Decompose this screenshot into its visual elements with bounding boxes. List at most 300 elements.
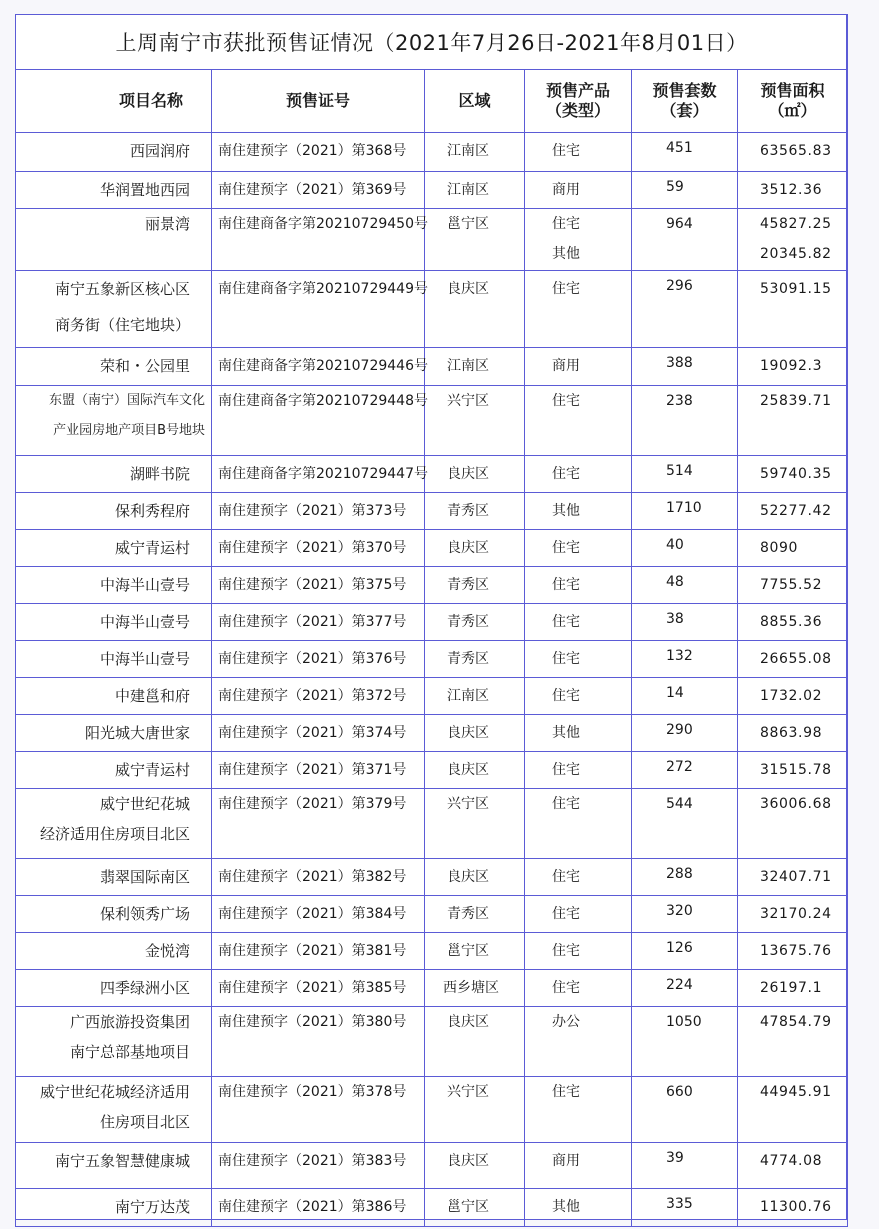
area-cell — [738, 970, 848, 1007]
project-name-cell — [16, 859, 212, 896]
district-cell — [425, 789, 525, 859]
table-row — [16, 715, 848, 752]
district-cell — [425, 715, 525, 752]
header-row — [16, 70, 848, 133]
header-product-type-line1: 预售产品 — [545, 81, 610, 100]
header-product-type-line2: （类型） — [545, 101, 610, 120]
unit-count-text: 14 — [666, 685, 684, 701]
unit-count-text: 48 — [666, 574, 684, 590]
district-text: 青秀区 — [447, 906, 489, 922]
header-unit-count-line2: （套） — [660, 101, 709, 120]
project-name-cell-line: 商务街（住宅地块） — [54, 316, 190, 334]
presale-table — [15, 14, 848, 1227]
product-type-cell-line: 住宅 — [552, 1084, 580, 1100]
district-text: 青秀区 — [447, 651, 489, 667]
district-cell — [425, 1077, 525, 1143]
header-area-line2: （㎡） — [768, 101, 817, 120]
area-cell — [738, 271, 848, 348]
unit-count-text: 288 — [666, 866, 693, 882]
area-cell-line: 4774.08 — [760, 1153, 823, 1169]
project-name-cell-line: 中海半山壹号 — [99, 650, 190, 668]
unit-count-text: 660 — [666, 1084, 693, 1100]
presale-cert-cell — [212, 678, 425, 715]
unit-count-text: 451 — [666, 140, 693, 156]
product-type-cell-line: 住宅 — [552, 393, 580, 409]
project-name-cell — [16, 970, 212, 1007]
product-type-cell — [525, 896, 632, 933]
table-row — [16, 493, 848, 530]
area-cell — [738, 896, 848, 933]
area-cell-line: 7755.52 — [760, 577, 823, 593]
product-type-cell-line: 住宅 — [552, 216, 580, 232]
product-type-cell-line: 住宅 — [552, 869, 580, 885]
product-type-cell-line: 住宅 — [552, 980, 580, 996]
unit-count-text: 1050 — [666, 1014, 702, 1030]
district-text: 良庆区 — [447, 762, 489, 778]
area-cell-line: 32170.24 — [760, 906, 832, 922]
product-type-cell-line: 商用 — [552, 182, 580, 198]
header-product-type — [525, 70, 632, 133]
area-cell — [738, 859, 848, 896]
unit-count-cell — [632, 752, 738, 789]
product-type-cell-line: 住宅 — [552, 577, 580, 593]
presale-cert-cell — [212, 896, 425, 933]
presale-cert-text: 南住建预字（2021）第381号 — [218, 943, 407, 959]
presale-cert-cell — [212, 493, 425, 530]
unit-count-cell — [632, 386, 738, 456]
unit-count-text: 238 — [666, 393, 693, 409]
district-text: 兴宁区 — [447, 393, 489, 409]
project-name-cell — [16, 567, 212, 604]
district-text: 青秀区 — [447, 614, 489, 630]
product-type-cell-line: 住宅 — [552, 651, 580, 667]
unit-count-text: 39 — [666, 1150, 684, 1166]
district-cell — [425, 752, 525, 789]
project-name-cell-line: 南宁五象新区核心区 — [54, 280, 190, 298]
area-cell-line: 59740.35 — [760, 466, 832, 482]
presale-cert-cell — [212, 386, 428, 456]
project-name-cell — [16, 1077, 212, 1143]
table-row — [16, 678, 848, 715]
project-name-cell — [16, 789, 212, 859]
product-type-cell-line: 住宅 — [552, 466, 580, 482]
header-presale-cert: 预售证号 — [212, 70, 425, 133]
product-type-cell — [525, 1007, 632, 1077]
product-type-cell — [525, 567, 632, 604]
project-name-cell — [16, 209, 212, 271]
district-text: 良庆区 — [447, 725, 489, 741]
unit-count-cell — [632, 172, 738, 209]
project-name-cell — [16, 493, 212, 530]
district-text: 青秀区 — [447, 577, 489, 593]
unit-count-text: 126 — [666, 940, 693, 956]
project-name-cell-line: 中海半山壹号 — [99, 613, 190, 631]
area-cell — [738, 715, 848, 752]
product-type-cell — [525, 530, 632, 567]
district-cell — [425, 641, 525, 678]
area-cell-line: 32407.71 — [760, 869, 832, 885]
presale-cert-cell — [212, 641, 425, 678]
district-text: 江南区 — [447, 182, 489, 198]
district-cell — [425, 896, 525, 933]
district-cell — [425, 530, 525, 567]
unit-count-cell — [632, 789, 738, 859]
project-name-cell — [16, 933, 212, 970]
unit-count-cell — [632, 1143, 738, 1189]
product-type-cell-line: 其他 — [552, 503, 580, 519]
project-name-cell — [16, 1007, 212, 1077]
area-cell-line: 26197.1 — [760, 980, 823, 996]
table-row — [16, 271, 848, 348]
product-type-cell-line: 其他 — [552, 246, 580, 262]
area-cell-line: 13675.76 — [760, 943, 832, 959]
presale-cert-cell — [212, 933, 425, 970]
project-name-cell — [16, 715, 212, 752]
table-row — [16, 1077, 848, 1143]
presale-cert-cell — [212, 567, 425, 604]
area-cell — [738, 789, 848, 859]
area-cell — [738, 386, 848, 456]
unit-count-cell — [632, 133, 738, 172]
unit-count-cell — [632, 456, 738, 493]
presale-cert-text: 南住建商备字第20210729448号 — [218, 393, 428, 409]
unit-count-text: 40 — [666, 537, 684, 553]
product-type-cell — [525, 456, 632, 493]
project-name-cell-line: 保利领秀广场 — [99, 905, 190, 923]
project-name-cell-line: 阳光城大唐世家 — [84, 724, 190, 742]
project-name-cell-line: 东盟（南宁）国际汽车文化 — [48, 393, 205, 408]
project-name-cell-line: 经济适用住房项目北区 — [39, 825, 190, 843]
product-type-cell-line: 其他 — [552, 1199, 580, 1215]
presale-cert-text: 南住建预字（2021）第385号 — [218, 980, 407, 996]
presale-cert-cell — [212, 1077, 425, 1143]
district-text: 良庆区 — [447, 281, 489, 297]
project-name-cell — [16, 530, 212, 567]
product-type-cell — [525, 789, 632, 859]
area-cell-line: 26655.08 — [760, 651, 832, 667]
product-type-cell-line: 住宅 — [552, 688, 580, 704]
presale-cert-cell — [212, 715, 425, 752]
product-type-cell — [525, 348, 632, 386]
table-row — [16, 970, 848, 1007]
area-cell-line: 25839.71 — [760, 393, 832, 409]
project-name-cell-line: 湖畔书院 — [129, 465, 190, 483]
district-text: 西乡塘区 — [443, 980, 499, 996]
area-cell-line: 20345.82 — [760, 246, 832, 262]
area-cell-line: 3512.36 — [760, 182, 823, 198]
table-row — [16, 530, 848, 567]
presale-cert-text: 南住建预字（2021）第368号 — [218, 143, 407, 159]
district-cell — [425, 604, 525, 641]
presale-cert-text: 南住建预字（2021）第377号 — [218, 614, 407, 630]
presale-cert-cell — [212, 604, 425, 641]
project-name-cell-line: 南宁总部基地项目 — [69, 1043, 190, 1061]
unit-count-cell — [632, 271, 738, 348]
project-name-cell — [16, 456, 212, 493]
project-name-cell — [16, 896, 212, 933]
project-name-cell-line: 西园润府 — [129, 142, 190, 160]
unit-count-text: 335 — [666, 1196, 693, 1212]
project-name-cell-line: 中建邕和府 — [114, 687, 190, 705]
project-name-cell — [16, 1143, 212, 1189]
product-type-cell-line: 商用 — [552, 358, 580, 374]
product-type-cell-line: 住宅 — [552, 614, 580, 630]
header-unit-count-line1: 预售套数 — [652, 81, 717, 100]
product-type-cell-line: 住宅 — [552, 906, 580, 922]
table-row — [16, 752, 848, 789]
project-name-cell-line: 南宁五象智慧健康城 — [54, 1152, 190, 1170]
unit-count-cell — [632, 493, 738, 530]
header-area — [738, 70, 848, 133]
project-name-cell — [16, 1189, 212, 1227]
presale-cert-cell — [212, 1189, 425, 1227]
district-cell — [425, 348, 525, 386]
district-text: 江南区 — [447, 143, 489, 159]
district-cell — [425, 456, 525, 493]
project-name-cell — [16, 271, 212, 348]
presale-cert-text: 南住建商备字第20210729449号 — [218, 281, 428, 297]
presale-cert-cell — [212, 859, 425, 896]
product-type-cell — [525, 209, 632, 271]
table-row — [16, 386, 848, 456]
presale-cert-text: 南住建预字（2021）第386号 — [218, 1199, 407, 1215]
product-type-cell-line: 办公 — [552, 1014, 580, 1030]
table-row — [16, 933, 848, 970]
district-cell — [425, 133, 525, 172]
product-type-cell-line: 商用 — [552, 1153, 580, 1169]
district-cell — [425, 859, 525, 896]
district-cell — [425, 172, 525, 209]
header-unit-count — [632, 70, 738, 133]
unit-count-text: 544 — [666, 796, 693, 812]
district-cell — [425, 271, 525, 348]
header-project-name: 项目名称 — [16, 70, 212, 133]
header-district: 区域 — [425, 70, 525, 133]
project-name-cell-line: 威宁青运村 — [114, 539, 190, 557]
table-row — [16, 789, 848, 859]
product-type-cell — [525, 271, 632, 348]
presale-cert-cell — [212, 789, 425, 859]
project-name-cell — [16, 678, 212, 715]
table-row — [16, 1007, 848, 1077]
area-cell — [738, 209, 848, 271]
product-type-cell — [525, 1189, 632, 1227]
product-type-cell — [525, 1143, 632, 1189]
presale-cert-text: 南住建预字（2021）第374号 — [218, 725, 407, 741]
unit-count-cell — [632, 933, 738, 970]
unit-count-text: 132 — [666, 648, 693, 664]
product-type-cell-line: 其他 — [552, 725, 580, 741]
presale-cert-text: 南住建预字（2021）第383号 — [218, 1153, 407, 1169]
unit-count-cell — [632, 348, 738, 386]
area-cell-line: 1732.02 — [760, 688, 823, 704]
project-name-cell-line: 威宁青运村 — [114, 761, 190, 779]
district-cell — [425, 209, 525, 271]
presale-cert-text: 南住建商备字第20210729446号 — [218, 358, 428, 374]
district-text: 良庆区 — [447, 540, 489, 556]
district-cell — [425, 678, 525, 715]
presale-cert-cell — [212, 172, 425, 209]
presale-cert-text: 南住建预字（2021）第373号 — [218, 503, 407, 519]
project-name-cell-line: 威宁世纪花城经济适用 — [39, 1083, 190, 1101]
product-type-cell — [525, 604, 632, 641]
project-name-cell-line: 保利秀程府 — [114, 502, 190, 520]
district-text: 兴宁区 — [447, 1084, 489, 1100]
product-type-cell — [525, 641, 632, 678]
project-name-cell-line: 威宁世纪花城 — [99, 795, 190, 813]
presale-cert-text: 南住建预字（2021）第378号 — [218, 1084, 407, 1100]
unit-count-cell — [632, 678, 738, 715]
district-cell — [425, 1189, 525, 1227]
district-text: 邕宁区 — [447, 943, 489, 959]
unit-count-cell — [632, 1077, 738, 1143]
area-cell — [738, 752, 848, 789]
unit-count-cell — [632, 209, 738, 271]
area-cell — [738, 133, 848, 172]
area-cell — [738, 933, 848, 970]
unit-count-text: 290 — [666, 722, 693, 738]
product-type-cell — [525, 933, 632, 970]
product-type-cell — [525, 172, 632, 209]
unit-count-cell — [632, 859, 738, 896]
presale-cert-cell — [212, 530, 425, 567]
presale-cert-text: 南住建商备字第20210729450号 — [218, 216, 428, 232]
area-cell-line: 31515.78 — [760, 762, 832, 778]
table-row — [16, 209, 848, 271]
table-title: 上周南宁市获批预售证情况（2021年7月26日-2021年8月01日） — [16, 15, 848, 70]
unit-count-text: 964 — [666, 216, 693, 232]
table-row — [16, 348, 848, 386]
project-name-cell — [16, 752, 212, 789]
presale-cert-cell — [212, 456, 428, 493]
project-name-cell — [16, 386, 212, 456]
product-type-cell — [525, 715, 632, 752]
unit-count-cell — [632, 970, 738, 1007]
district-text: 良庆区 — [447, 869, 489, 885]
project-name-cell-line: 中海半山壹号 — [99, 576, 190, 594]
product-type-cell — [525, 752, 632, 789]
project-name-cell-line: 产业园房地产项目B号地块 — [53, 423, 205, 438]
area-cell-line: 44945.91 — [760, 1084, 832, 1100]
district-cell — [425, 567, 525, 604]
project-name-cell-line: 金悦湾 — [144, 942, 190, 960]
product-type-cell-line: 住宅 — [552, 943, 580, 959]
presale-cert-text: 南住建预字（2021）第384号 — [218, 906, 407, 922]
presale-cert-text: 南住建预字（2021）第379号 — [218, 796, 407, 812]
table-row — [16, 1189, 848, 1227]
product-type-cell — [525, 493, 632, 530]
unit-count-text: 296 — [666, 278, 693, 294]
presale-cert-text: 南住建预字（2021）第370号 — [218, 540, 407, 556]
project-name-cell-line: 四季绿洲小区 — [99, 979, 190, 997]
presale-cert-text: 南住建预字（2021）第382号 — [218, 869, 407, 885]
product-type-cell-line: 住宅 — [552, 796, 580, 812]
area-cell — [738, 678, 848, 715]
product-type-cell — [525, 386, 632, 456]
district-text: 良庆区 — [447, 1153, 489, 1169]
unit-count-cell — [632, 1007, 738, 1077]
unit-count-cell — [632, 1189, 738, 1227]
presale-cert-text: 南住建商备字第20210729447号 — [218, 466, 428, 482]
project-name-cell-line: 华润置地西园 — [99, 181, 190, 199]
unit-count-text: 514 — [666, 463, 693, 479]
area-cell-line: 47854.79 — [760, 1014, 832, 1030]
area-cell-line: 8863.98 — [760, 725, 823, 741]
product-type-cell — [525, 970, 632, 1007]
table-row — [16, 456, 848, 493]
area-cell — [738, 493, 848, 530]
table-row — [16, 172, 848, 209]
product-type-cell — [525, 678, 632, 715]
presale-cert-cell — [212, 271, 428, 348]
area-cell-line: 8090 — [760, 540, 799, 556]
unit-count-text: 224 — [666, 977, 693, 993]
district-text: 江南区 — [447, 688, 489, 704]
district-cell — [425, 1007, 525, 1077]
unit-count-text: 272 — [666, 759, 693, 775]
district-cell — [425, 933, 525, 970]
area-cell-line: 53091.15 — [760, 281, 832, 297]
presale-cert-text: 南住建预字（2021）第372号 — [218, 688, 407, 704]
project-name-cell — [16, 172, 212, 209]
district-text: 青秀区 — [447, 503, 489, 519]
presale-cert-cell — [212, 1007, 425, 1077]
area-cell-line: 52277.42 — [760, 503, 832, 519]
unit-count-text: 388 — [666, 355, 693, 371]
district-text: 兴宁区 — [447, 796, 489, 812]
district-text: 良庆区 — [447, 466, 489, 482]
product-type-cell — [525, 859, 632, 896]
area-cell — [738, 1143, 848, 1189]
area-cell — [738, 641, 848, 678]
unit-count-text: 38 — [666, 611, 684, 627]
product-type-cell-line: 住宅 — [552, 762, 580, 778]
presale-cert-cell — [212, 970, 425, 1007]
area-cell-line: 45827.25 — [760, 216, 832, 232]
district-text: 邕宁区 — [447, 216, 489, 232]
project-name-cell — [16, 348, 212, 386]
unit-count-cell — [632, 567, 738, 604]
table-row — [16, 567, 848, 604]
product-type-cell-line: 住宅 — [552, 281, 580, 297]
presale-cert-cell — [212, 133, 425, 172]
table-row — [16, 133, 848, 172]
unit-count-text: 1710 — [666, 500, 702, 516]
presale-cert-text: 南住建预字（2021）第371号 — [218, 762, 407, 778]
unit-count-cell — [632, 896, 738, 933]
table-row — [16, 641, 848, 678]
area-cell — [738, 530, 848, 567]
area-cell — [738, 604, 848, 641]
project-name-cell — [16, 641, 212, 678]
presale-cert-cell — [212, 1143, 425, 1189]
table-row — [16, 604, 848, 641]
project-name-cell-line: 翡翠国际南区 — [99, 868, 190, 886]
presale-cert-text: 南住建预字（2021）第380号 — [218, 1014, 407, 1030]
area-cell-line: 63565.83 — [760, 143, 832, 159]
presale-cert-cell — [212, 209, 428, 271]
presale-cert-text: 南住建预字（2021）第369号 — [218, 182, 407, 198]
area-cell — [738, 1007, 848, 1077]
unit-count-cell — [632, 530, 738, 567]
district-text: 良庆区 — [447, 1014, 489, 1030]
unit-count-cell — [632, 715, 738, 752]
district-text: 邕宁区 — [447, 1199, 489, 1215]
product-type-cell — [525, 1077, 632, 1143]
presale-cert-cell — [212, 348, 428, 386]
district-cell — [425, 970, 525, 1007]
table-row — [16, 859, 848, 896]
